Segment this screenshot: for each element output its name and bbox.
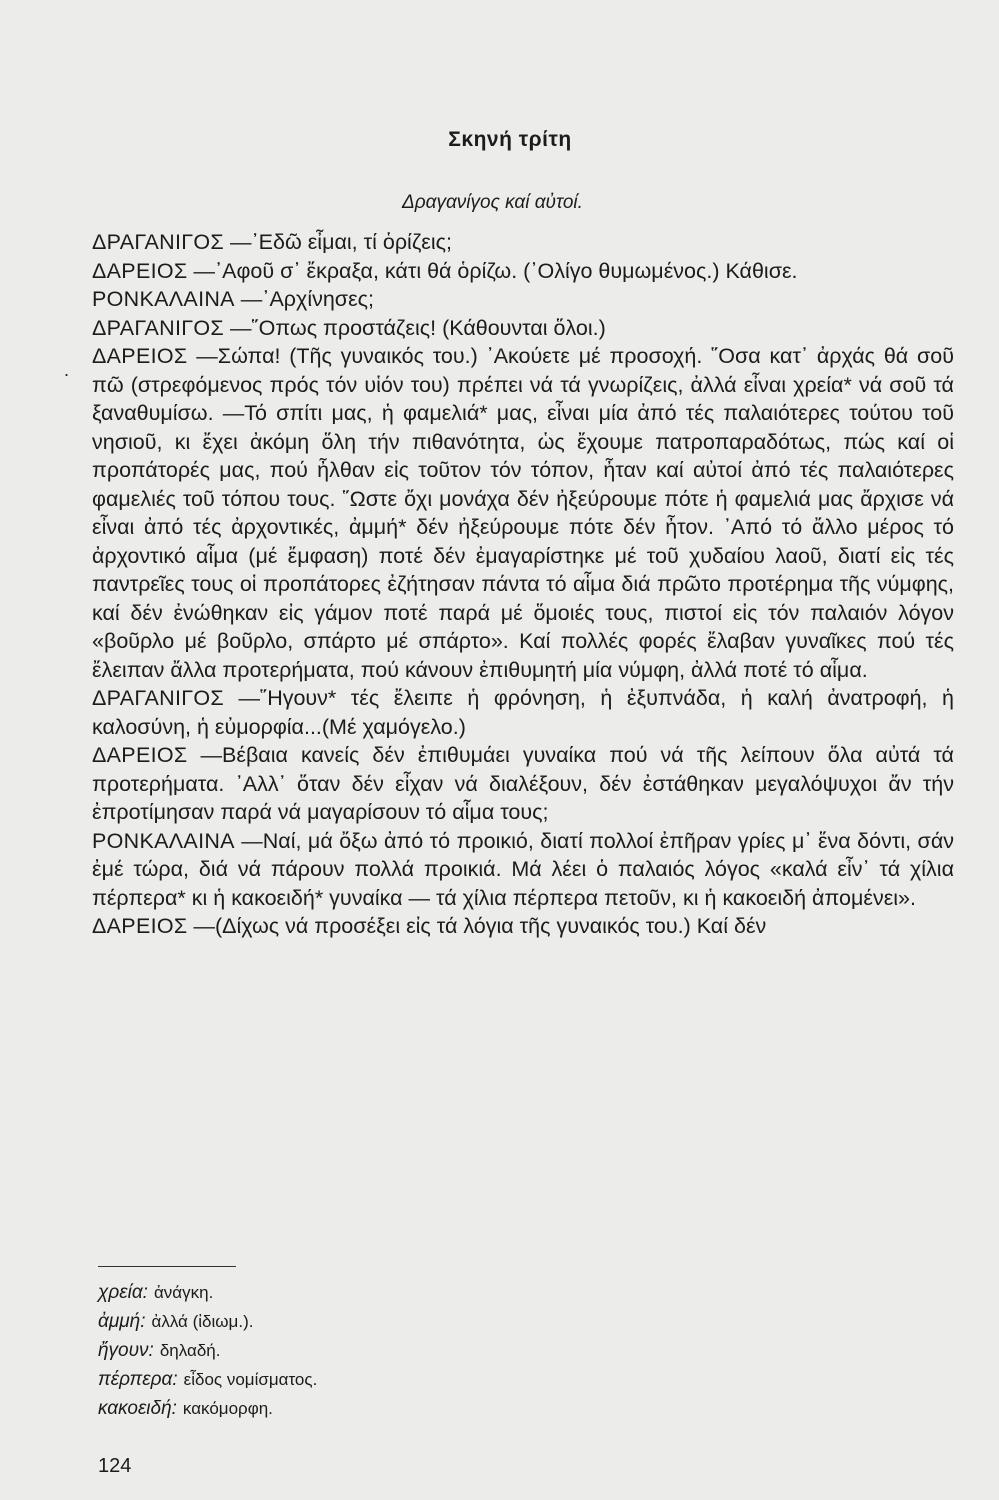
footnotes	[98, 1278, 317, 1423]
speaker-name: ΔΑΡΕΙΟΣ	[92, 914, 188, 938]
footnote-term: ἀμμή:	[98, 1311, 146, 1332]
footnote-term: χρεία:	[98, 1282, 148, 1303]
dialogue-line: —᾿Εδῶ εἶμαι, τί ὁρίζεις;	[224, 230, 453, 254]
footnote-item	[98, 1336, 317, 1365]
dialogue-line: —᾿Αφοῦ σ᾿ ἔκραξα, κάτι θά ὁρίζω. (᾿Ολίγο θυμωμένος.) Κάθισε.	[187, 258, 798, 283]
dialogue-line: —᾿Αρχίνησες;	[234, 287, 374, 311]
footnote-divider	[98, 1266, 236, 1267]
speaker-name: ΔΡΑΓΑΝΙΓΟΣ	[92, 686, 225, 710]
scene-subtitle: Δραγανίγος καί αὐτοί.	[402, 192, 583, 213]
scene-title: Σκηνή τρίτη	[448, 128, 572, 151]
footnote-item	[98, 1365, 317, 1394]
speaker-name: ΔΡΑΓΑΝΙΓΟΣ	[92, 315, 225, 340]
dialogue-line: —Βέβαια κανείς δέν ἐπιθυμάει γυναίκα πού νά τῆς λείπουν ὅλα αὐτά τά προτερήματα. ᾿Αλλ᾿ ὅταν δέν εἶχαν νά διαλέξουν, δέν ἐστάθηκαν μεγαλόψυχοι ἄν τήν ἐπροτίμησαν παρά νά μαγαρίσουν τό αἷμα τους;	[92, 743, 954, 824]
footnote-item	[98, 1394, 317, 1423]
footnote-definition: εἶδος νομίσματος.	[183, 1370, 318, 1389]
footnote-term: ἤγουν:	[98, 1340, 154, 1361]
dialogue-paragraph	[92, 257, 954, 286]
dialogue-paragraph	[92, 285, 954, 314]
footnote-definition: κακόμορφη.	[182, 1399, 273, 1418]
dialogue-body	[92, 228, 954, 941]
dialogue-line: —Ναί, μά ὄξω ἀπό τό προικιό, διατί πολλοί ἐπῆραν γρίες μ᾿ ἕνα δόντι, σάν ἐμέ τώρα, διά νά πάρουν πολλά προικιά. Μά λέει ὁ παλαιός λόγος «καλά εἶν᾿ τά χίλια πέρπερα* κι ἡ κακοειδή* γυναίκα — τά χίλια πέρπερα πετοῦν, κι ἡ κακοειδή ἀπομένει».	[92, 828, 954, 910]
footnote-definition: ἀνάγκη.	[153, 1283, 214, 1302]
dialogue-paragraph	[92, 314, 954, 343]
dialogue-line: —῞Οπως προστάζεις! (Κάθουνται ὅλοι.)	[224, 315, 606, 340]
page-number: 124	[98, 1455, 132, 1477]
footnote-item	[98, 1278, 317, 1307]
footnote-term: κακοειδή:	[98, 1398, 177, 1419]
margin-dot-mark: .	[64, 360, 70, 380]
speaker-name: ΔΑΡΕΙΟΣ	[92, 258, 188, 283]
dialogue-paragraph	[92, 342, 954, 684]
dialogue-paragraph	[92, 741, 954, 827]
dialogue-line: —῞Ηγουν* τές ἔλειπε ἡ φρόνηση, ἡ ἐξυπνάδα, ἡ καλή ἀνατροφή, ἡ καλοσύνη, ἡ εὐμορφία...(Μέ χαμόγελο.)	[92, 686, 954, 739]
speaker-name: ΔΡΑΓΑΝΙΓΟΣ	[92, 230, 225, 254]
dialogue-paragraph	[92, 228, 954, 257]
footnote-item	[98, 1307, 317, 1336]
speaker-name: ΔΑΡΕΙΟΣ	[92, 743, 188, 767]
dialogue-line: —Σώπα! (Τῆς γυναικός του.) ᾿Ακούετε μέ προσοχή. ῞Οσα κατ᾿ ἀρχάς θά σοῦ πῶ (στρεφόμενος πρός τόν υἱόν του) πρέπει νά τά γνωρίζεις, ἀλλά εἶναι χρεία* νά σοῦ τά ξαναθυμίσω. —Τό σπίτι μας, ἡ φαμελιά* μας, εἶναι μία ἀπό τές παλαιότερες τούτου τοῦ νησιοῦ, κι ἔχει ἀκόμη ὅλη τήν πιθανότητα, ὡς ἔχουμε πατροπαραδότως, πώς καί οἱ προπάτορές μας, πού ἦλθαν εἰς τοῦτον τόν τόπον, ἦταν καί αὐτοί ἀπό τές παλαιότερες φαμελιές τοῦ τόπου τους. ῞Ωστε ὄχι μονάχα δέν ἠξεύρουμε πότε ἡ φαμελιά μας ἄρχισε νά εἶναι ἀπό τές ἀρχοντικές, ἀμμή* δέν ἠξεύρουμε πότε δέν ἦτον. ᾿Από τό ἄλλο μέρος τό ἀρχοντικό αἷμα (μέ ἔμφαση) ποτέ δέν ἐμαγαρίστηκε μέ τοῦ χυδαίου λαοῦ, διατί εἰς τές παντρεῖες τους οἱ προπάτορες ἐζήτησαν πάντα τό αἷμα διά πρῶτο προτέρημα τῆς νύμφης, καί δέν ἐνώθηκαν εἰς γάμον ποτέ παρά μέ ὅμοιές τους, πιστοί εἰς τόν παλαιόν λόγον «βοῦρλο μέ βοῦρλο, σπάρτο μέ σπάρτο». Καί πολλές φορές ἔλαβαν γυναῖκες πού τές ἔλειπαν ἄλλα προτερήματα, πού κάνουν ἐπιθυμητή μία νύμφη, ἀλλά ποτέ τό αἷμα.	[92, 344, 954, 682]
speaker-name: ΡΟΝΚΑΛΑΙΝΑ	[92, 828, 235, 853]
dialogue-paragraph	[92, 827, 954, 913]
footnote-definition: δηλαδή.	[159, 1341, 221, 1360]
speaker-name: ΡΟΝΚΑΛΑΙΝΑ	[92, 287, 235, 311]
speaker-name: ΔΑΡΕΙΟΣ	[92, 344, 188, 368]
dialogue-paragraph	[92, 684, 954, 741]
dialogue-line: —(Δίχως νά προσέξει εἰς τά λόγια τῆς γυναικός του.) Καί δέν	[187, 914, 767, 938]
footnote-term: πέρπερα:	[98, 1369, 178, 1390]
dialogue-paragraph	[92, 912, 954, 941]
footnote-definition: ἀλλά (ἰδιωμ.).	[151, 1312, 254, 1331]
